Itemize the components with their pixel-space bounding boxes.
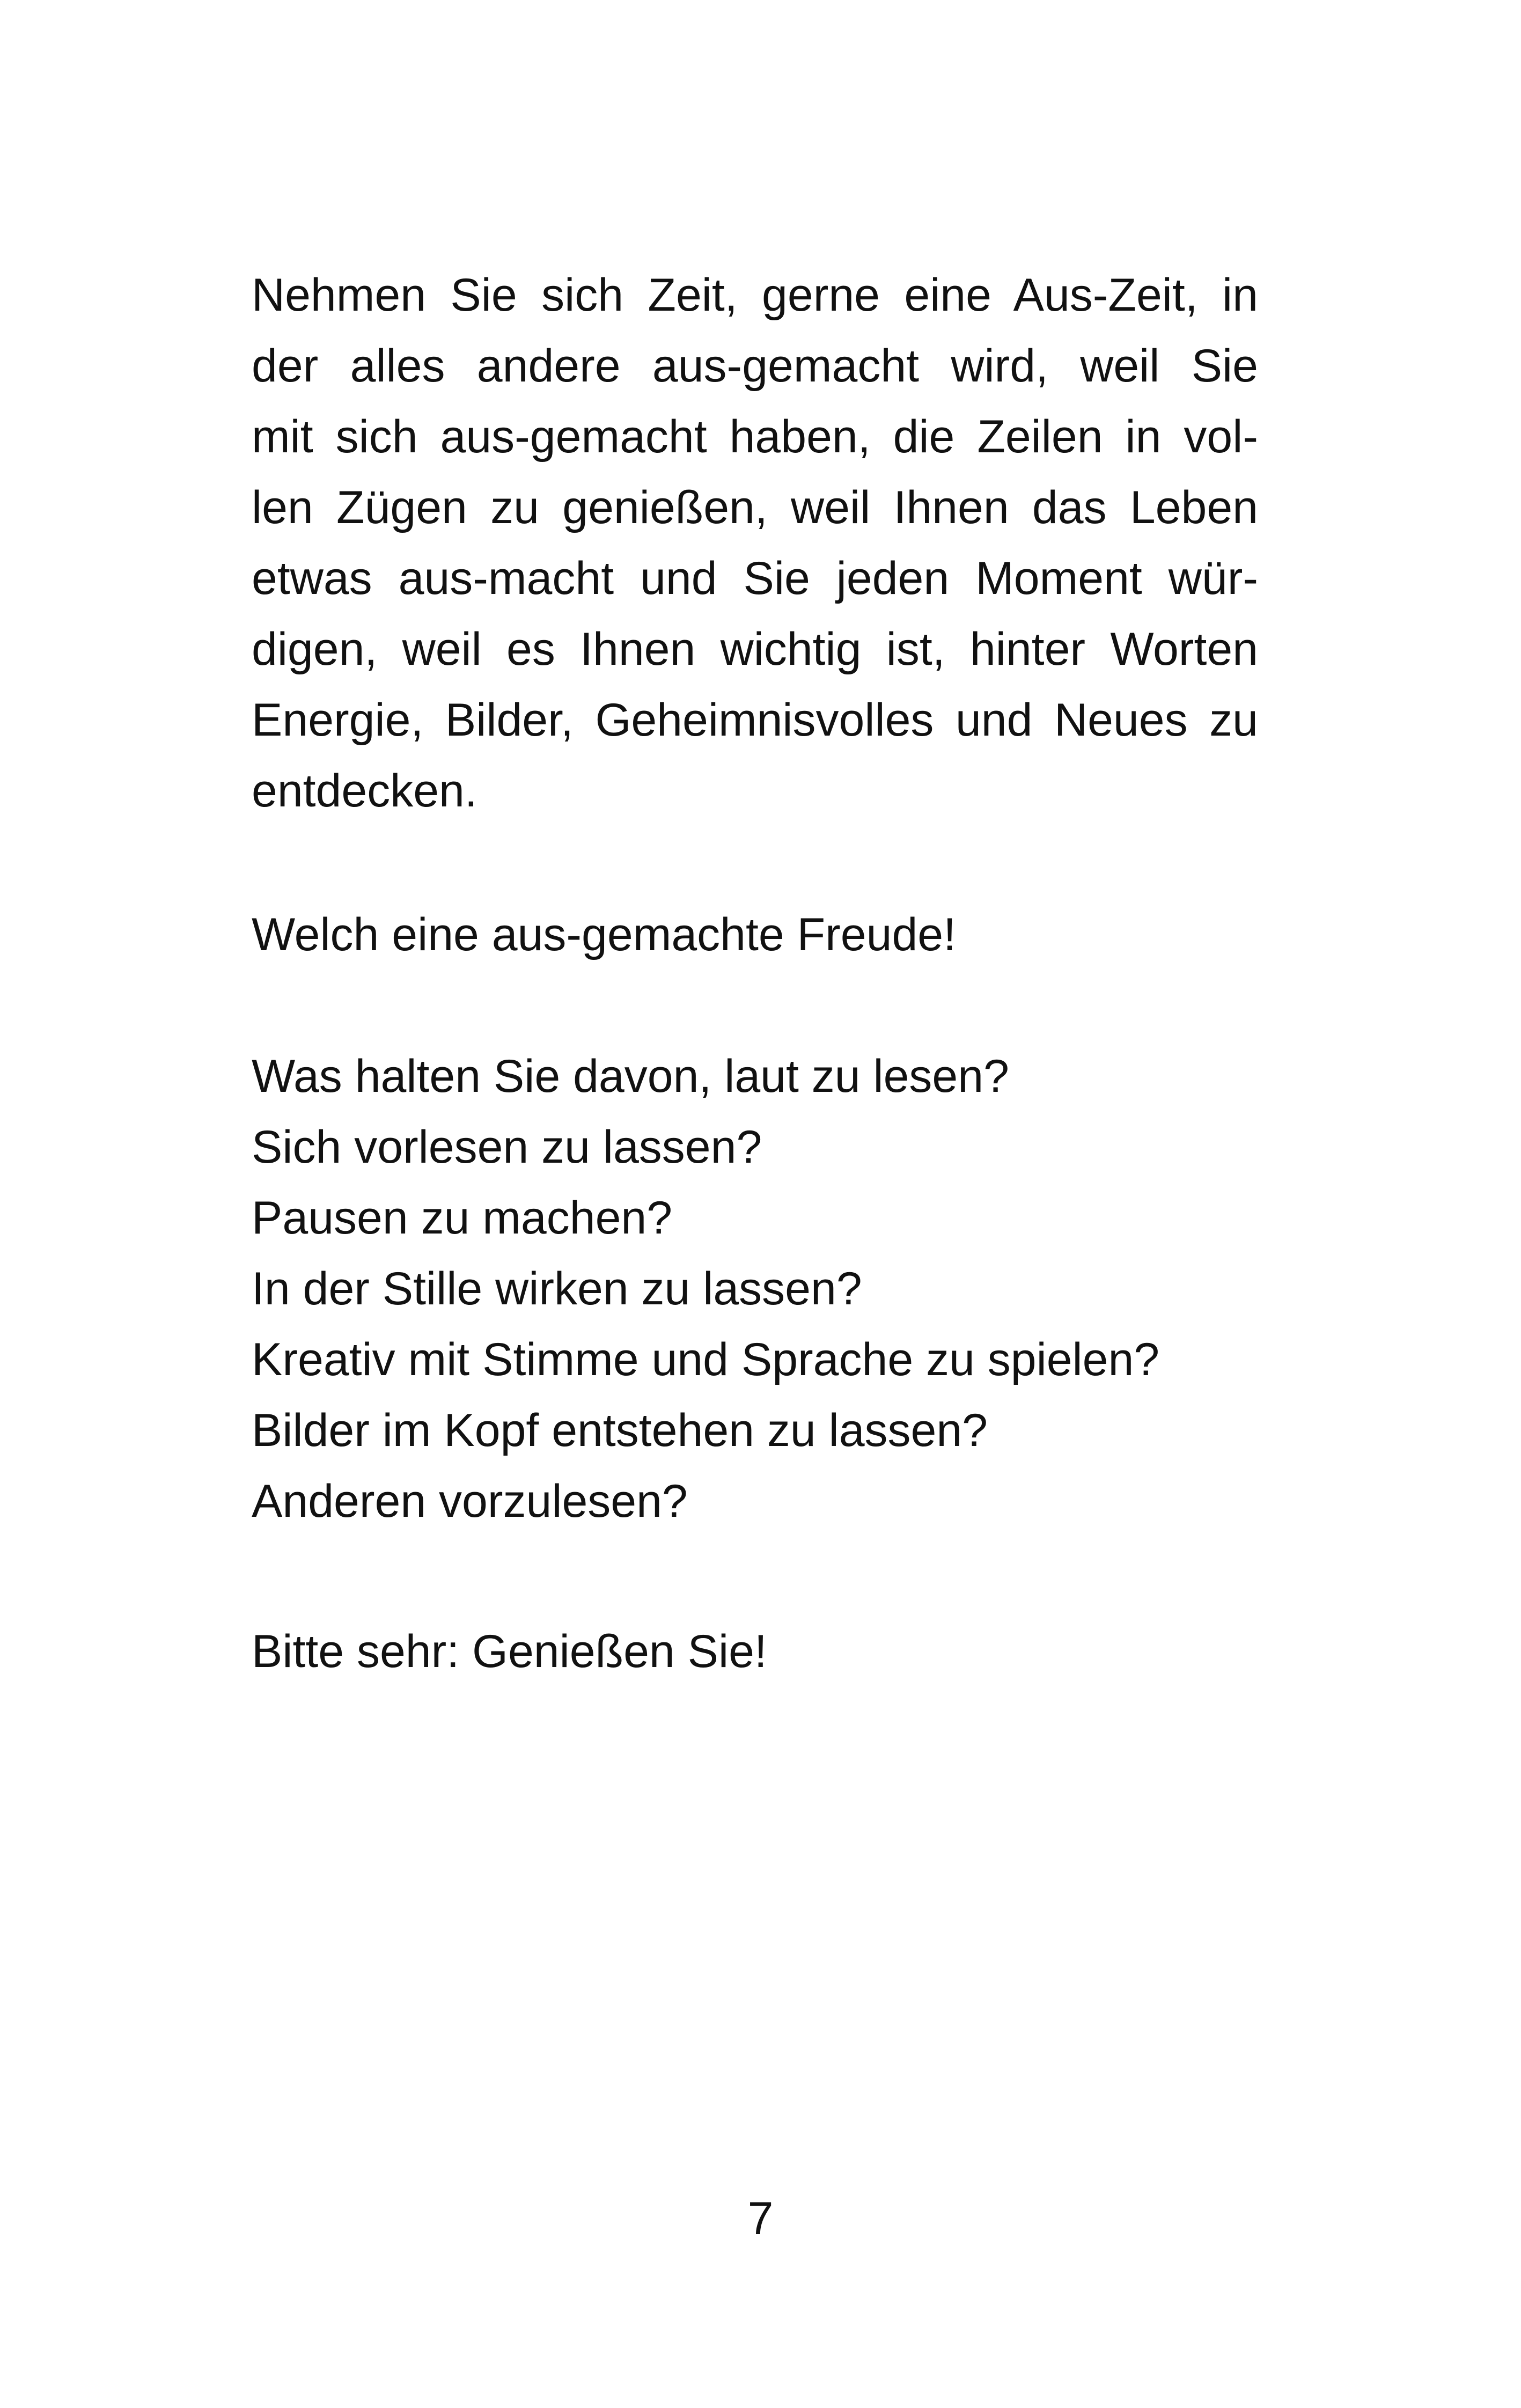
exclamation-line: Welch eine aus-gemachte Freude! — [252, 909, 957, 960]
intro-paragraph — [252, 260, 1258, 826]
question-line: Anderen vorzulesen? — [252, 1475, 688, 1527]
intro-line: etwas aus-macht und Sie jeden Moment wür- — [252, 553, 1258, 604]
question-line: Pausen zu machen? — [252, 1192, 673, 1244]
intro-line: len Zügen zu genießen, weil Ihnen das Leben — [252, 482, 1258, 533]
intro-line: digen, weil es Ihnen wichtig ist, hinter Worten — [252, 623, 1258, 675]
question-line: Sich vorlesen zu lassen? — [252, 1121, 762, 1173]
intro-line: Energie, Bilder, Geheimnisvolles und Neues zu — [252, 694, 1258, 746]
intro-line: der alles andere aus-gemacht wird, weil Sie — [252, 340, 1258, 392]
intro-line: Nehmen Sie sich Zeit, gerne eine Aus-Zeit, in — [252, 269, 1258, 321]
intro-line: mit sich aus-gemacht haben, die Zeilen in vol- — [252, 411, 1258, 462]
question-line: In der Stille wirken zu lassen? — [252, 1263, 862, 1315]
closing-paragraph — [252, 1616, 1258, 1687]
question-line: Kreativ mit Stimme und Sprache zu spielen? — [252, 1334, 1160, 1385]
intro-line: entdecken. — [252, 765, 477, 817]
exclamation-paragraph — [252, 899, 1258, 970]
page-number: 7 — [747, 2193, 774, 2244]
question-line: Was halten Sie davon, laut zu lesen? — [252, 1051, 1009, 1102]
question-line: Bilder im Kopf entstehen zu lassen? — [252, 1405, 988, 1456]
questions-paragraph — [252, 1041, 1258, 1537]
closing-line: Bitte sehr: Genießen Sie! — [252, 1626, 767, 1677]
